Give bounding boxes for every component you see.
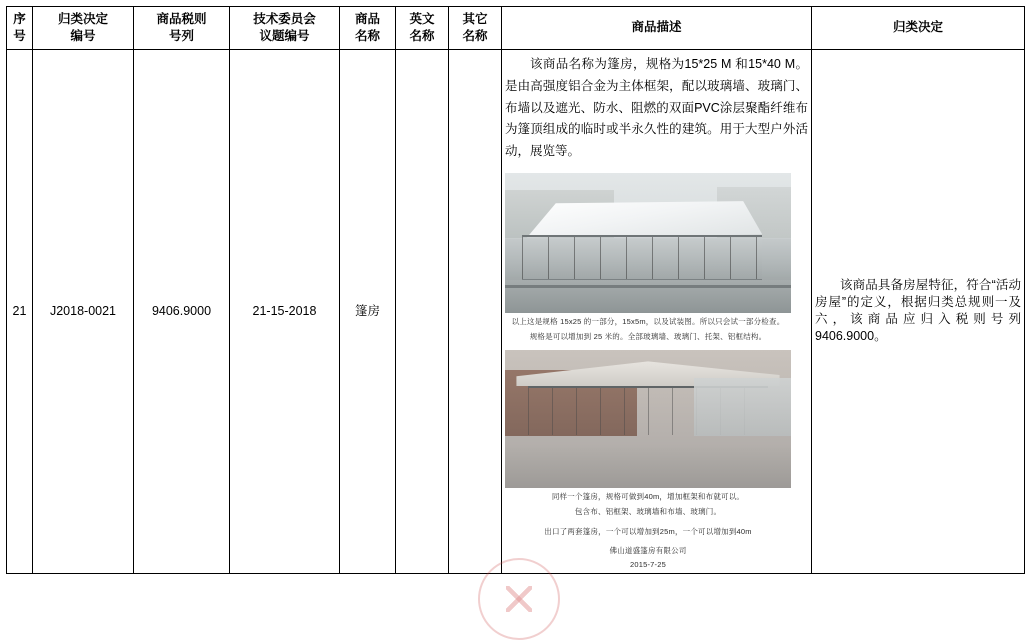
company-signature [505, 545, 808, 570]
cell-english-name [396, 49, 449, 573]
column-header-meeting-no: 技术委员会 议题编号 [230, 7, 340, 50]
decision-text: 该商品具备房屋特征，符合“活动房屋”的定义，根据归类总规则一及六，该商品应归入税则号列9406.9000。 [815, 278, 1021, 343]
column-header-decision: 归类决定 [812, 7, 1025, 50]
photo-ground [505, 447, 791, 488]
classification-decision-table [6, 6, 1025, 574]
cell-description [502, 49, 812, 573]
column-header-english-name: 英文 名称 [396, 7, 449, 50]
photo-curb [505, 285, 791, 288]
table-row [7, 49, 1025, 573]
company-name: 佛山道盛篷房有限公司 [609, 546, 687, 556]
export-note: 出口了两套篷房，一个可以增加到25m，一个可以增加到40m [544, 526, 752, 536]
cell-goods-name: 篷房 [340, 49, 396, 573]
description-paragraph: 该商品名称为篷房，规格为15*25 M 和15*40 M。是由高强度铝合金为主体框架，配以玻璃墙、玻璃门、布墙以及遮光、防水、阻燃的双面PVC涂层聚酯纤维布为篷顶组成的临时或半永久性的建筑。用于大型户外活动，展览等。 [505, 56, 808, 159]
photo-tent-roof [522, 201, 762, 237]
photo-2-caption-line-1: 同样一个篷房，规格可做到40m，增加框架和布就可以。 [551, 492, 745, 502]
photo-1-caption-line-1: 以上这是规格 15x25 的一部分，15x5m，以及试装图。所以只会试一部分检查。 [511, 317, 785, 327]
cell-decision-no: J2018-0021 [33, 49, 134, 573]
cell-seq: 21 [7, 49, 33, 573]
cell-decision [812, 49, 1025, 573]
document-page [0, 6, 1031, 610]
photo-2-caption-line-2: 包含布、铝框架、玻璃墙和布墙、玻璃门。 [574, 507, 722, 516]
photo-block-1 [505, 173, 808, 342]
column-header-hs-code: 商品税则 号列 [134, 7, 230, 50]
table-header-row [7, 7, 1025, 50]
column-header-description: 商品描述 [502, 7, 812, 50]
supplier-note [505, 526, 808, 538]
tent-photo-exterior-1 [505, 173, 791, 313]
column-header-decision-no: 归类决定 编号 [33, 7, 134, 50]
signature-date: 2015-7-25 [630, 559, 666, 569]
photo-tent-frame [522, 235, 762, 280]
column-header-goods-name: 商品 名称 [340, 7, 396, 50]
column-header-other-name: 其它 名称 [449, 7, 502, 50]
cell-other-name [449, 49, 502, 573]
photo-1-caption-line-2: 规格是可以增加到 25 米的。全部玻璃墙、玻璃门、托架、铝框结构。 [529, 331, 767, 341]
column-header-seq: 序 号 [7, 7, 33, 50]
photo-block-2 [505, 350, 808, 517]
tent-photo-exterior-2 [505, 350, 791, 488]
cell-meeting-no: 21-15-2018 [230, 49, 340, 573]
photo-glass-wall [694, 378, 791, 436]
cell-hs-code: 9406.9000 [134, 49, 230, 573]
